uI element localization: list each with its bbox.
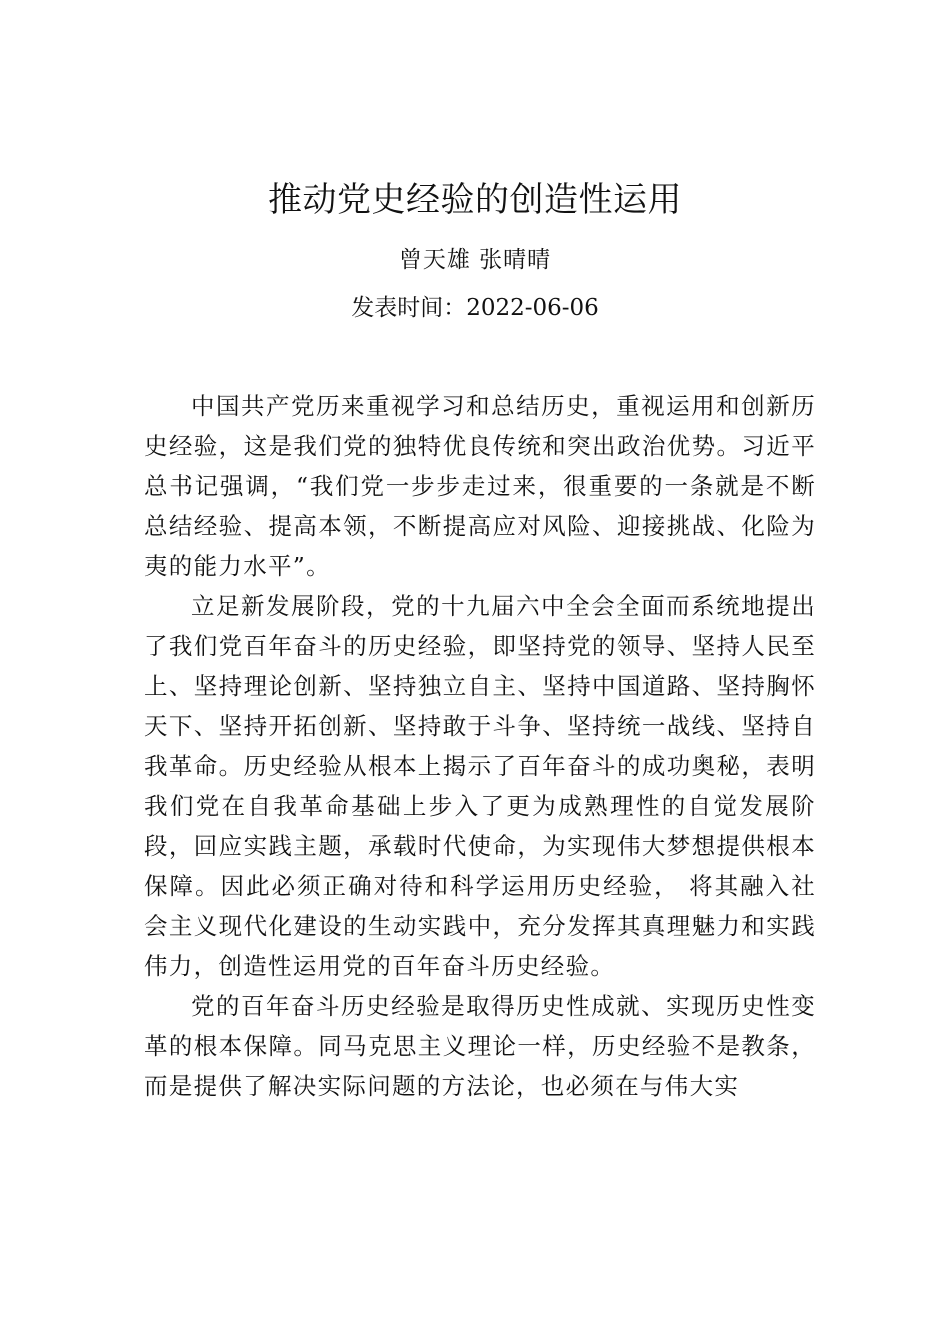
publish-date: 发表时间：2022-06-06 bbox=[351, 295, 599, 321]
article-title: 推动党史经验的创造性运用 bbox=[268, 180, 682, 220]
body-paragraph-2: 立足新发展阶段，党的十九届六中全会全面而系统地提出了我们党百年奋斗的历史经验，即坚持党的领导、坚持人民至上、坚持理论创新、坚持独立自主、坚持中国道路、坚持胸怀天下、坚持开拓创新、坚持敢于斗争、坚持统一战线、坚持自我革命。历史经验从根本上揭示了百年奋斗的成功奥秘，表明我们党在自我革命基础上步入了更为成熟理性的自觉发展阶段，回应实践主题，承载时代使命，为实现伟大梦想提供根本保障。因此必须正确对待和科学运用历史经验， 将其融入社会主义现代化建设的生动实践中，充分发挥其真理魅力和实践伟力，创造性运用党的百年奋斗历史经验。 bbox=[144, 592, 816, 980]
article-authors: 曾天雄 张晴晴 bbox=[398, 247, 552, 273]
body-paragraph-1: 中国共产党历来重视学习和总结历史，重视运用和创新历史经验，这是我们党的独特优良传统和突出政治优势。习近平总书记强调，“我们党一步步走过来，很重要的一条就是不断总结经验、提高本领，不断提高应对风险、迎接挑战、化险为夷的能力水平”。 bbox=[144, 392, 816, 580]
body-paragraph-3: 党的百年奋斗历史经验是取得历史性成就、实现历史性变革的根本保障。同马克思主义理论一样，历史经验不是教条，而是提供了解决实际问题的方法论，也必须在与伟大实 bbox=[144, 992, 816, 1100]
article-body bbox=[144, 386, 816, 1106]
